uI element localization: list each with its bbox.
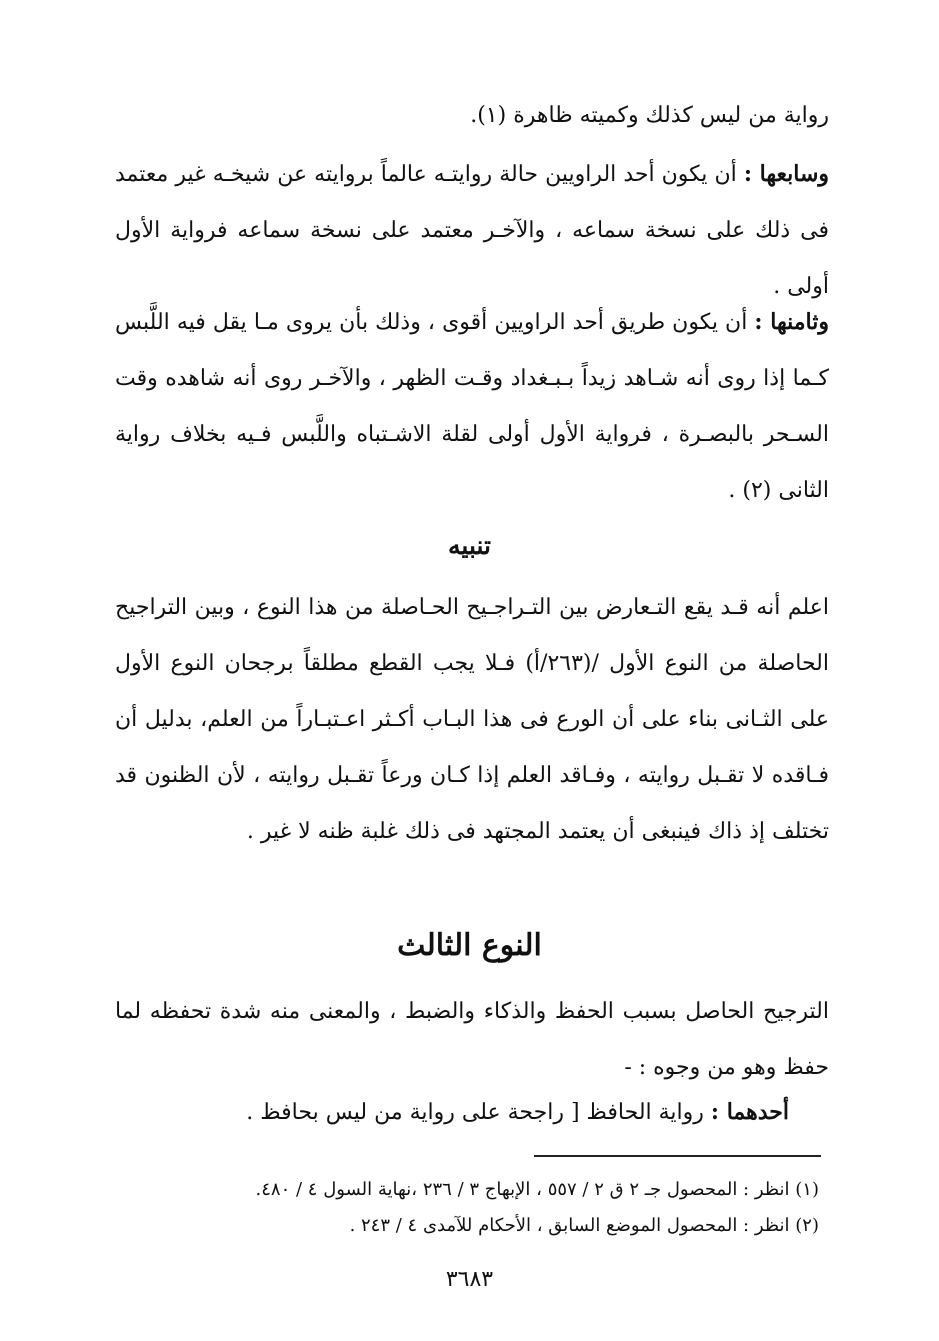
footnote-divider bbox=[534, 1155, 821, 1157]
section-third-type-body bbox=[115, 984, 829, 1096]
paragraph-text: رواية الحافظ [ راجحة على رواية من ليس بحافظ . bbox=[246, 1100, 704, 1125]
paragraph-text: أن يكون طريق أحد الراويين أقوى ، وذلك بأن يروى مـا يقل فيه اللَّبس كـما إذا روى أنه شـاهد زيداً بـبـغداد وقـت الظهر ، والآخـر روى أنه شاهده وقت السـحر بالبصـرة ، فرواية الأول أولى لقلة الاشـتباه واللَّبس فـيه بخلاف رواية الثانى (٢) . bbox=[115, 310, 829, 503]
paragraph-text: أن يكون أحد الراويين حالة روايتـه عالماً بروايته عن شيخـه غير معتمد فى ذلك على نسخة سماعه ، والآخـر معتمد على نسخة سماعه فرواية الأول أولى . bbox=[115, 162, 829, 299]
footnote-2: (٢) انظر : المحصول الموضع السابق ، الأحكام للآمدى ٤ / ٢٤٣ . bbox=[349, 1215, 819, 1236]
section-heading-third-type: النوع الثالث bbox=[397, 928, 542, 963]
paragraph-text: رواية من ليس كذلك وكميته ظاهرة (١). bbox=[470, 103, 829, 128]
section-heading-tanbih: تنبيه bbox=[448, 531, 491, 560]
footnotes bbox=[110, 1172, 819, 1244]
paragraph-continuation bbox=[115, 88, 829, 144]
paragraph-text: الترجيح الحاصل بسبب الحفظ والذكاء والضبط ، والمعنى منه شدة تحفظه لما حفظ وهو من وجوه : - bbox=[115, 999, 829, 1080]
paragraph-lead: أحدهما : bbox=[710, 1099, 789, 1125]
footnote-1: (١) انظر : المحصول جـ ٢ ق ٢ / ٥٥٧ ، الإبهاج ٣ / ٢٣٦ ،نهاية السول ٤ / ٤٨٠. bbox=[255, 1179, 819, 1200]
page-number: ٣٦٨٣ bbox=[445, 1267, 494, 1292]
paragraph-seventh bbox=[115, 146, 829, 315]
paragraph-lead: وثامنها : bbox=[754, 309, 830, 335]
paragraph-eighth bbox=[115, 294, 829, 519]
section-third-type-item bbox=[115, 1084, 789, 1141]
paragraph-lead: وسابعها : bbox=[743, 161, 830, 187]
section-tanbih-body bbox=[115, 580, 829, 860]
paragraph-text: اعلم أنه قـد يقع التـعارض بين التـراجـيح الحـاصلة من هذا النوع ، وبين التراجيح الحاصلة من النوع الأول /(٢٦٣/أ) فـلا يجب القطع مطلقاً برجحان النوع الأول على الثـانى بناء على أن الورع فى هذا البـاب أكـثر اعـتبـاراً من العلم، بدليل أن فـاقده لا تقـبل روايته ، وفـاقد العلم إذا كـان ورعاً تقـبل روايته ، لأن الظنون قد تختلف إذ ذاك فينبغى أن يعتمد المجتهد فى ذلك غلبة ظنه لا غير . bbox=[115, 595, 830, 844]
